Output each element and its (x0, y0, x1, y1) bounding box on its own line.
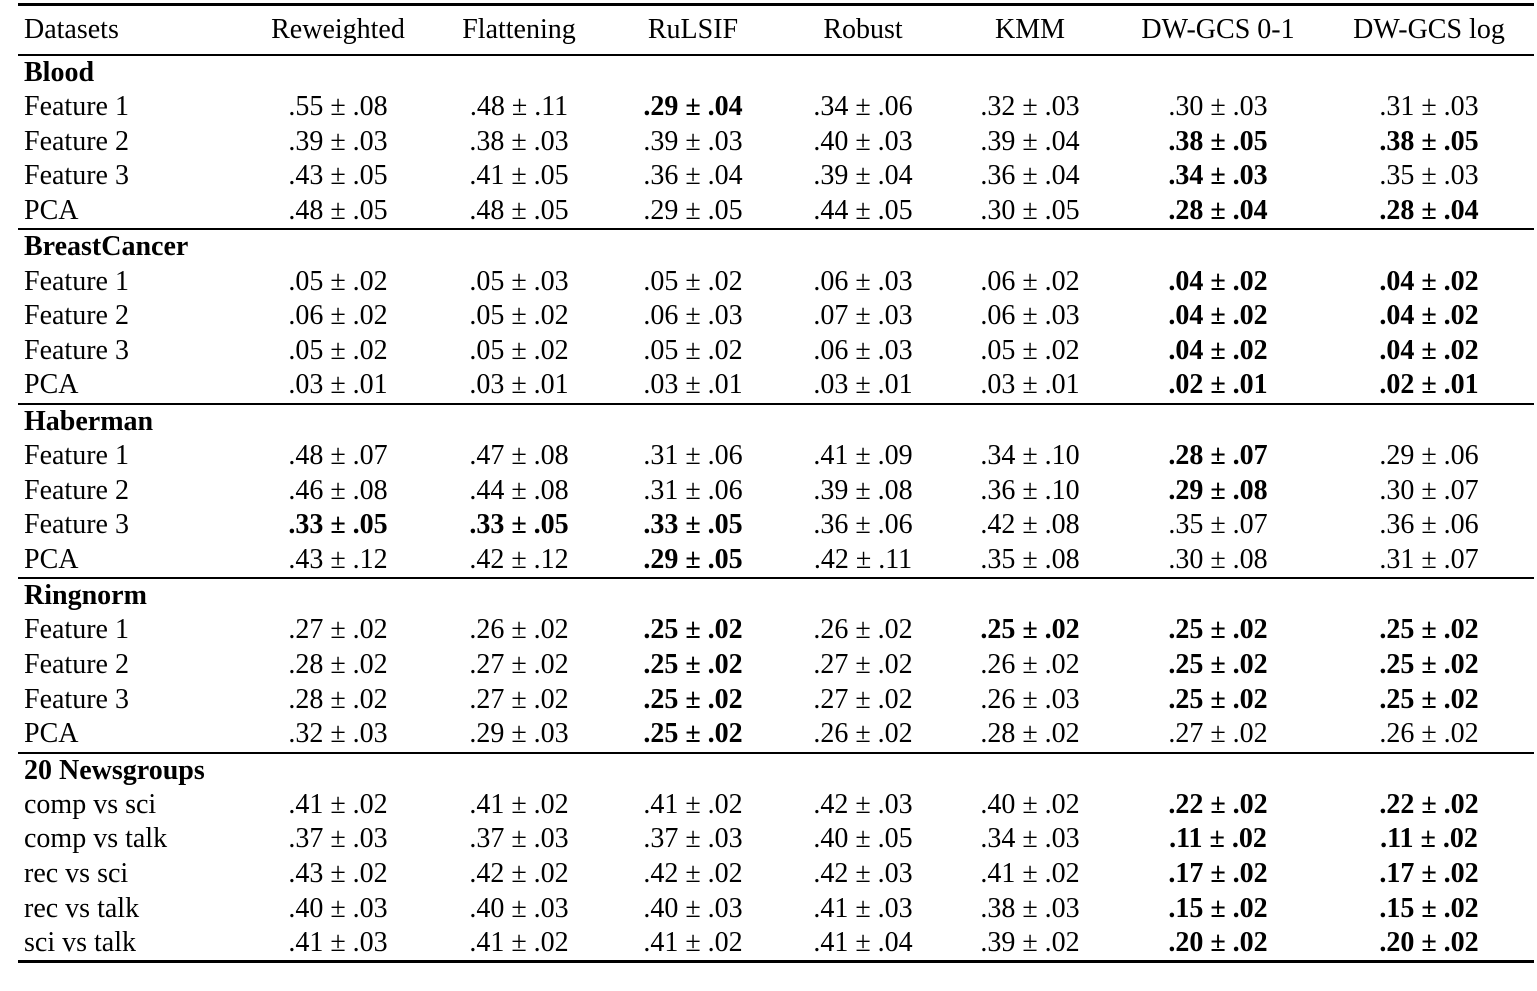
result-cell: .25 ± .02 (1168, 649, 1268, 681)
result-cell: .29 ± .05 (643, 195, 743, 227)
result-cell: .31 ± .07 (1379, 543, 1479, 575)
result-cell: .26 ± .03 (980, 683, 1080, 715)
table-row (18, 439, 1534, 474)
result-cell: .42 ± .02 (643, 857, 743, 889)
result-cell: .25 ± .02 (643, 718, 743, 750)
result-cell: .11 ± .02 (1169, 823, 1267, 855)
result-cell: .05 ± .02 (643, 334, 743, 366)
table-row (18, 508, 1534, 543)
result-cell: .37 ± .03 (643, 823, 743, 855)
result-cell: .30 ± .07 (1379, 474, 1479, 506)
column-header-robust: Robust (823, 14, 903, 45)
table-row (18, 543, 1534, 579)
row-label: Feature 3 (24, 334, 129, 366)
result-cell: .39 ± .04 (980, 125, 1080, 157)
result-cell: .28 ± .02 (980, 718, 1080, 750)
result-cell: .41 ± .02 (288, 788, 388, 820)
result-cell: .04 ± .02 (1379, 300, 1479, 332)
result-cell: .39 ± .08 (813, 474, 913, 506)
result-cell: .28 ± .02 (288, 683, 388, 715)
result-cell: .42 ± .12 (469, 543, 569, 575)
result-cell: .35 ± .07 (1168, 509, 1268, 541)
result-cell: .02 ± .01 (1379, 369, 1479, 401)
result-cell: .03 ± .01 (980, 369, 1080, 401)
row-label: rec vs sci (24, 857, 129, 889)
result-cell: .44 ± .08 (469, 474, 569, 506)
result-cell: .39 ± .03 (288, 125, 388, 157)
result-cell: .25 ± .02 (1379, 649, 1479, 681)
column-header-datasets: Datasets (24, 14, 119, 45)
result-cell: .27 ± .02 (813, 683, 913, 715)
result-cell: .25 ± .02 (643, 683, 743, 715)
result-cell: .15 ± .02 (1379, 892, 1479, 924)
result-cell: .38 ± .05 (1379, 125, 1479, 157)
row-label: Feature 3 (24, 683, 129, 715)
result-cell: .15 ± .02 (1168, 892, 1268, 924)
row-label: Feature 1 (24, 614, 129, 646)
result-cell: .34 ± .10 (980, 440, 1080, 472)
result-cell: .30 ± .05 (980, 195, 1080, 227)
result-cell: .28 ± .02 (288, 649, 388, 681)
result-cell: .28 ± .07 (1168, 440, 1268, 472)
result-cell: .34 ± .06 (813, 91, 913, 123)
table-row (18, 264, 1534, 299)
table-row (18, 822, 1534, 857)
result-cell: .40 ± .03 (288, 892, 388, 924)
result-cell: .06 ± .03 (980, 300, 1080, 332)
row-label: Feature 3 (24, 509, 129, 541)
result-cell: .03 ± .01 (643, 369, 743, 401)
group-name: 20 Newsgroups (24, 754, 205, 786)
row-label: PCA (24, 195, 79, 227)
result-cell: .04 ± .02 (1168, 265, 1268, 297)
result-cell: .06 ± .02 (980, 265, 1080, 297)
result-cell: .03 ± .01 (288, 369, 388, 401)
result-cell: .25 ± .02 (1168, 683, 1268, 715)
result-cell: .26 ± .02 (1379, 718, 1479, 750)
column-header-kmm: KMM (994, 14, 1065, 45)
row-label: comp vs talk (24, 823, 168, 855)
result-cell: .25 ± .02 (643, 649, 743, 681)
table-row (18, 125, 1534, 160)
result-cell: .17 ± .02 (1168, 857, 1268, 889)
result-cell: .33 ± .05 (288, 509, 388, 541)
table-row (18, 788, 1534, 823)
result-cell: .42 ± .03 (813, 788, 913, 820)
result-cell: .34 ± .03 (1168, 160, 1268, 192)
row-label: Feature 2 (24, 649, 129, 681)
result-cell: .22 ± .02 (1168, 788, 1268, 820)
row-label: PCA (24, 718, 79, 750)
result-cell: .43 ± .02 (288, 857, 388, 889)
row-label: Feature 2 (24, 125, 129, 157)
result-cell: .41 ± .09 (813, 440, 913, 472)
result-cell: .03 ± .01 (469, 369, 569, 401)
table-row (18, 473, 1534, 508)
table-row (18, 613, 1534, 648)
row-label: sci vs talk (24, 927, 136, 959)
column-header-flattening: Flattening (462, 14, 576, 45)
result-cell: .47 ± .08 (469, 440, 569, 472)
table-row (18, 299, 1534, 334)
result-cell: .28 ± .04 (1379, 195, 1479, 227)
column-header-dw-gcs-log: DW-GCS log (1353, 14, 1505, 45)
result-cell: .26 ± .02 (469, 614, 569, 646)
result-cell: .06 ± .02 (288, 300, 388, 332)
group-header-row (18, 229, 1534, 264)
result-cell: .06 ± .03 (813, 265, 913, 297)
result-cell: .26 ± .02 (980, 649, 1080, 681)
group-name: Blood (24, 57, 95, 88)
dataset-group (18, 404, 1534, 578)
result-cell: .05 ± .02 (469, 300, 569, 332)
result-cell: .29 ± .06 (1379, 440, 1479, 472)
result-cell: .02 ± .01 (1168, 369, 1268, 401)
row-label: Feature 2 (24, 474, 129, 506)
result-cell: .39 ± .04 (813, 160, 913, 192)
group-name: BreastCancer (24, 231, 189, 263)
result-cell: .44 ± .05 (813, 195, 913, 227)
result-cell: .31 ± .06 (643, 474, 743, 506)
result-cell: .04 ± .02 (1168, 300, 1268, 332)
result-cell: .41 ± .02 (980, 857, 1080, 889)
result-cell: .41 ± .02 (469, 927, 569, 959)
result-cell: .25 ± .02 (643, 614, 743, 646)
result-cell: .40 ± .03 (469, 892, 569, 924)
row-label: Feature 1 (24, 440, 129, 472)
results-table (18, 3, 1534, 963)
result-cell: .27 ± .02 (469, 683, 569, 715)
result-cell: .27 ± .02 (1168, 718, 1268, 750)
group-name: Ringnorm (24, 580, 147, 612)
result-cell: .04 ± .02 (1379, 334, 1479, 366)
result-cell: .31 ± .03 (1379, 91, 1479, 123)
result-cell: .11 ± .02 (1380, 823, 1478, 855)
table-row (18, 926, 1534, 962)
table-row (18, 857, 1534, 892)
result-cell: .25 ± .02 (980, 614, 1080, 646)
result-cell: .35 ± .03 (1379, 160, 1479, 192)
result-cell: .36 ± .06 (813, 509, 913, 541)
result-cell: .05 ± .03 (469, 265, 569, 297)
result-cell: .43 ± .05 (288, 160, 388, 192)
result-cell: .27 ± .02 (288, 614, 388, 646)
result-cell: .04 ± .02 (1168, 334, 1268, 366)
result-cell: .29 ± .05 (643, 543, 743, 575)
result-cell: .40 ± .03 (813, 125, 913, 157)
table-row (18, 891, 1534, 926)
row-label: Feature 3 (24, 160, 129, 192)
result-cell: .31 ± .06 (643, 440, 743, 472)
dataset-group (18, 578, 1534, 752)
result-cell: .38 ± .03 (469, 125, 569, 157)
result-cell: .33 ± .05 (469, 509, 569, 541)
result-cell: .38 ± .03 (980, 892, 1080, 924)
table-row (18, 682, 1534, 717)
result-cell: .41 ± .02 (469, 788, 569, 820)
result-cell: .41 ± .02 (643, 927, 743, 959)
result-cell: .05 ± .02 (469, 334, 569, 366)
result-cell: .42 ± .02 (469, 857, 569, 889)
header-row (18, 5, 1534, 56)
result-cell: .40 ± .05 (813, 823, 913, 855)
group-header-row (18, 55, 1534, 90)
result-cell: .29 ± .08 (1168, 474, 1268, 506)
result-cell: .27 ± .02 (813, 649, 913, 681)
result-cell: .17 ± .02 (1379, 857, 1479, 889)
result-cell: .42 ± .11 (813, 543, 913, 575)
result-cell: .04 ± .02 (1379, 265, 1479, 297)
result-cell: .42 ± .03 (813, 857, 913, 889)
result-cell: .29 ± .03 (469, 718, 569, 750)
row-label: Feature 1 (24, 265, 129, 297)
result-cell: .30 ± .03 (1168, 91, 1268, 123)
result-cell: .20 ± .02 (1379, 927, 1479, 959)
row-label: Feature 2 (24, 300, 129, 332)
table-row (18, 334, 1534, 369)
column-header-reweighted: Reweighted (271, 14, 405, 45)
result-cell: .42 ± .08 (980, 509, 1080, 541)
result-cell: .41 ± .04 (813, 927, 913, 959)
result-cell: .27 ± .02 (469, 649, 569, 681)
table-row (18, 368, 1534, 404)
row-label: PCA (24, 369, 79, 401)
result-cell: .37 ± .03 (469, 823, 569, 855)
group-name: Haberman (24, 405, 154, 437)
result-cell: .33 ± .05 (643, 509, 743, 541)
row-label: rec vs talk (24, 892, 140, 924)
result-cell: .41 ± .05 (469, 160, 569, 192)
result-cell: .41 ± .03 (813, 892, 913, 924)
result-cell: .38 ± .05 (1168, 125, 1268, 157)
result-cell: .05 ± .02 (980, 334, 1080, 366)
result-cell: .20 ± .02 (1168, 927, 1268, 959)
result-cell: .06 ± .03 (643, 300, 743, 332)
result-cell: .41 ± .03 (288, 927, 388, 959)
result-cell: .48 ± .07 (288, 440, 388, 472)
column-header-rulsif: RuLSIF (647, 14, 739, 45)
result-cell: .40 ± .03 (643, 892, 743, 924)
result-cell: .48 ± .11 (469, 91, 569, 123)
dataset-group (18, 753, 1534, 962)
result-cell: .03 ± .01 (813, 369, 913, 401)
table-row (18, 717, 1534, 753)
result-cell: .30 ± .08 (1168, 543, 1268, 575)
result-cell: .36 ± .04 (643, 160, 743, 192)
dataset-group (18, 229, 1534, 403)
result-cell: .32 ± .03 (288, 718, 388, 750)
result-cell: .26 ± .02 (813, 718, 913, 750)
result-cell: .05 ± .02 (288, 265, 388, 297)
result-cell: .06 ± .03 (813, 334, 913, 366)
row-label: PCA (24, 543, 79, 575)
row-label: comp vs sci (24, 788, 157, 820)
group-header-row (18, 753, 1534, 788)
group-header-row (18, 578, 1534, 613)
result-cell: .36 ± .10 (980, 474, 1080, 506)
result-cell: .40 ± .02 (980, 788, 1080, 820)
column-header-dw-gcs-01: DW-GCS 0-1 (1141, 14, 1295, 45)
result-cell: .32 ± .03 (980, 91, 1080, 123)
table-row (18, 194, 1534, 230)
result-cell: .39 ± .02 (980, 927, 1080, 959)
result-cell: .07 ± .03 (813, 300, 913, 332)
result-cell: .39 ± .03 (643, 125, 743, 157)
result-cell: .48 ± .05 (288, 195, 388, 227)
table-row (18, 648, 1534, 683)
group-header-row (18, 404, 1534, 439)
result-cell: .25 ± .02 (1379, 614, 1479, 646)
result-cell: .46 ± .08 (288, 474, 388, 506)
result-cell: .29 ± .04 (643, 91, 743, 123)
result-cell: .05 ± .02 (643, 265, 743, 297)
row-label: Feature 1 (24, 91, 129, 123)
result-cell: .34 ± .03 (980, 823, 1080, 855)
result-cell: .36 ± .04 (980, 160, 1080, 192)
result-cell: .41 ± .02 (643, 788, 743, 820)
table-row (18, 159, 1534, 194)
table-header (18, 5, 1534, 56)
result-cell: .43 ± .12 (288, 543, 388, 575)
dataset-group (18, 55, 1534, 229)
result-cell: .36 ± .06 (1379, 509, 1479, 541)
result-cell: .22 ± .02 (1379, 788, 1479, 820)
table-row (18, 90, 1534, 125)
result-cell: .55 ± .08 (288, 91, 388, 123)
result-cell: .26 ± .02 (813, 614, 913, 646)
result-cell: .48 ± .05 (469, 195, 569, 227)
result-cell: .28 ± .04 (1168, 195, 1268, 227)
result-cell: .37 ± .03 (288, 823, 388, 855)
result-cell: .25 ± .02 (1168, 614, 1268, 646)
result-cell: .05 ± .02 (288, 334, 388, 366)
result-cell: .35 ± .08 (980, 543, 1080, 575)
result-cell: .25 ± .02 (1379, 683, 1479, 715)
